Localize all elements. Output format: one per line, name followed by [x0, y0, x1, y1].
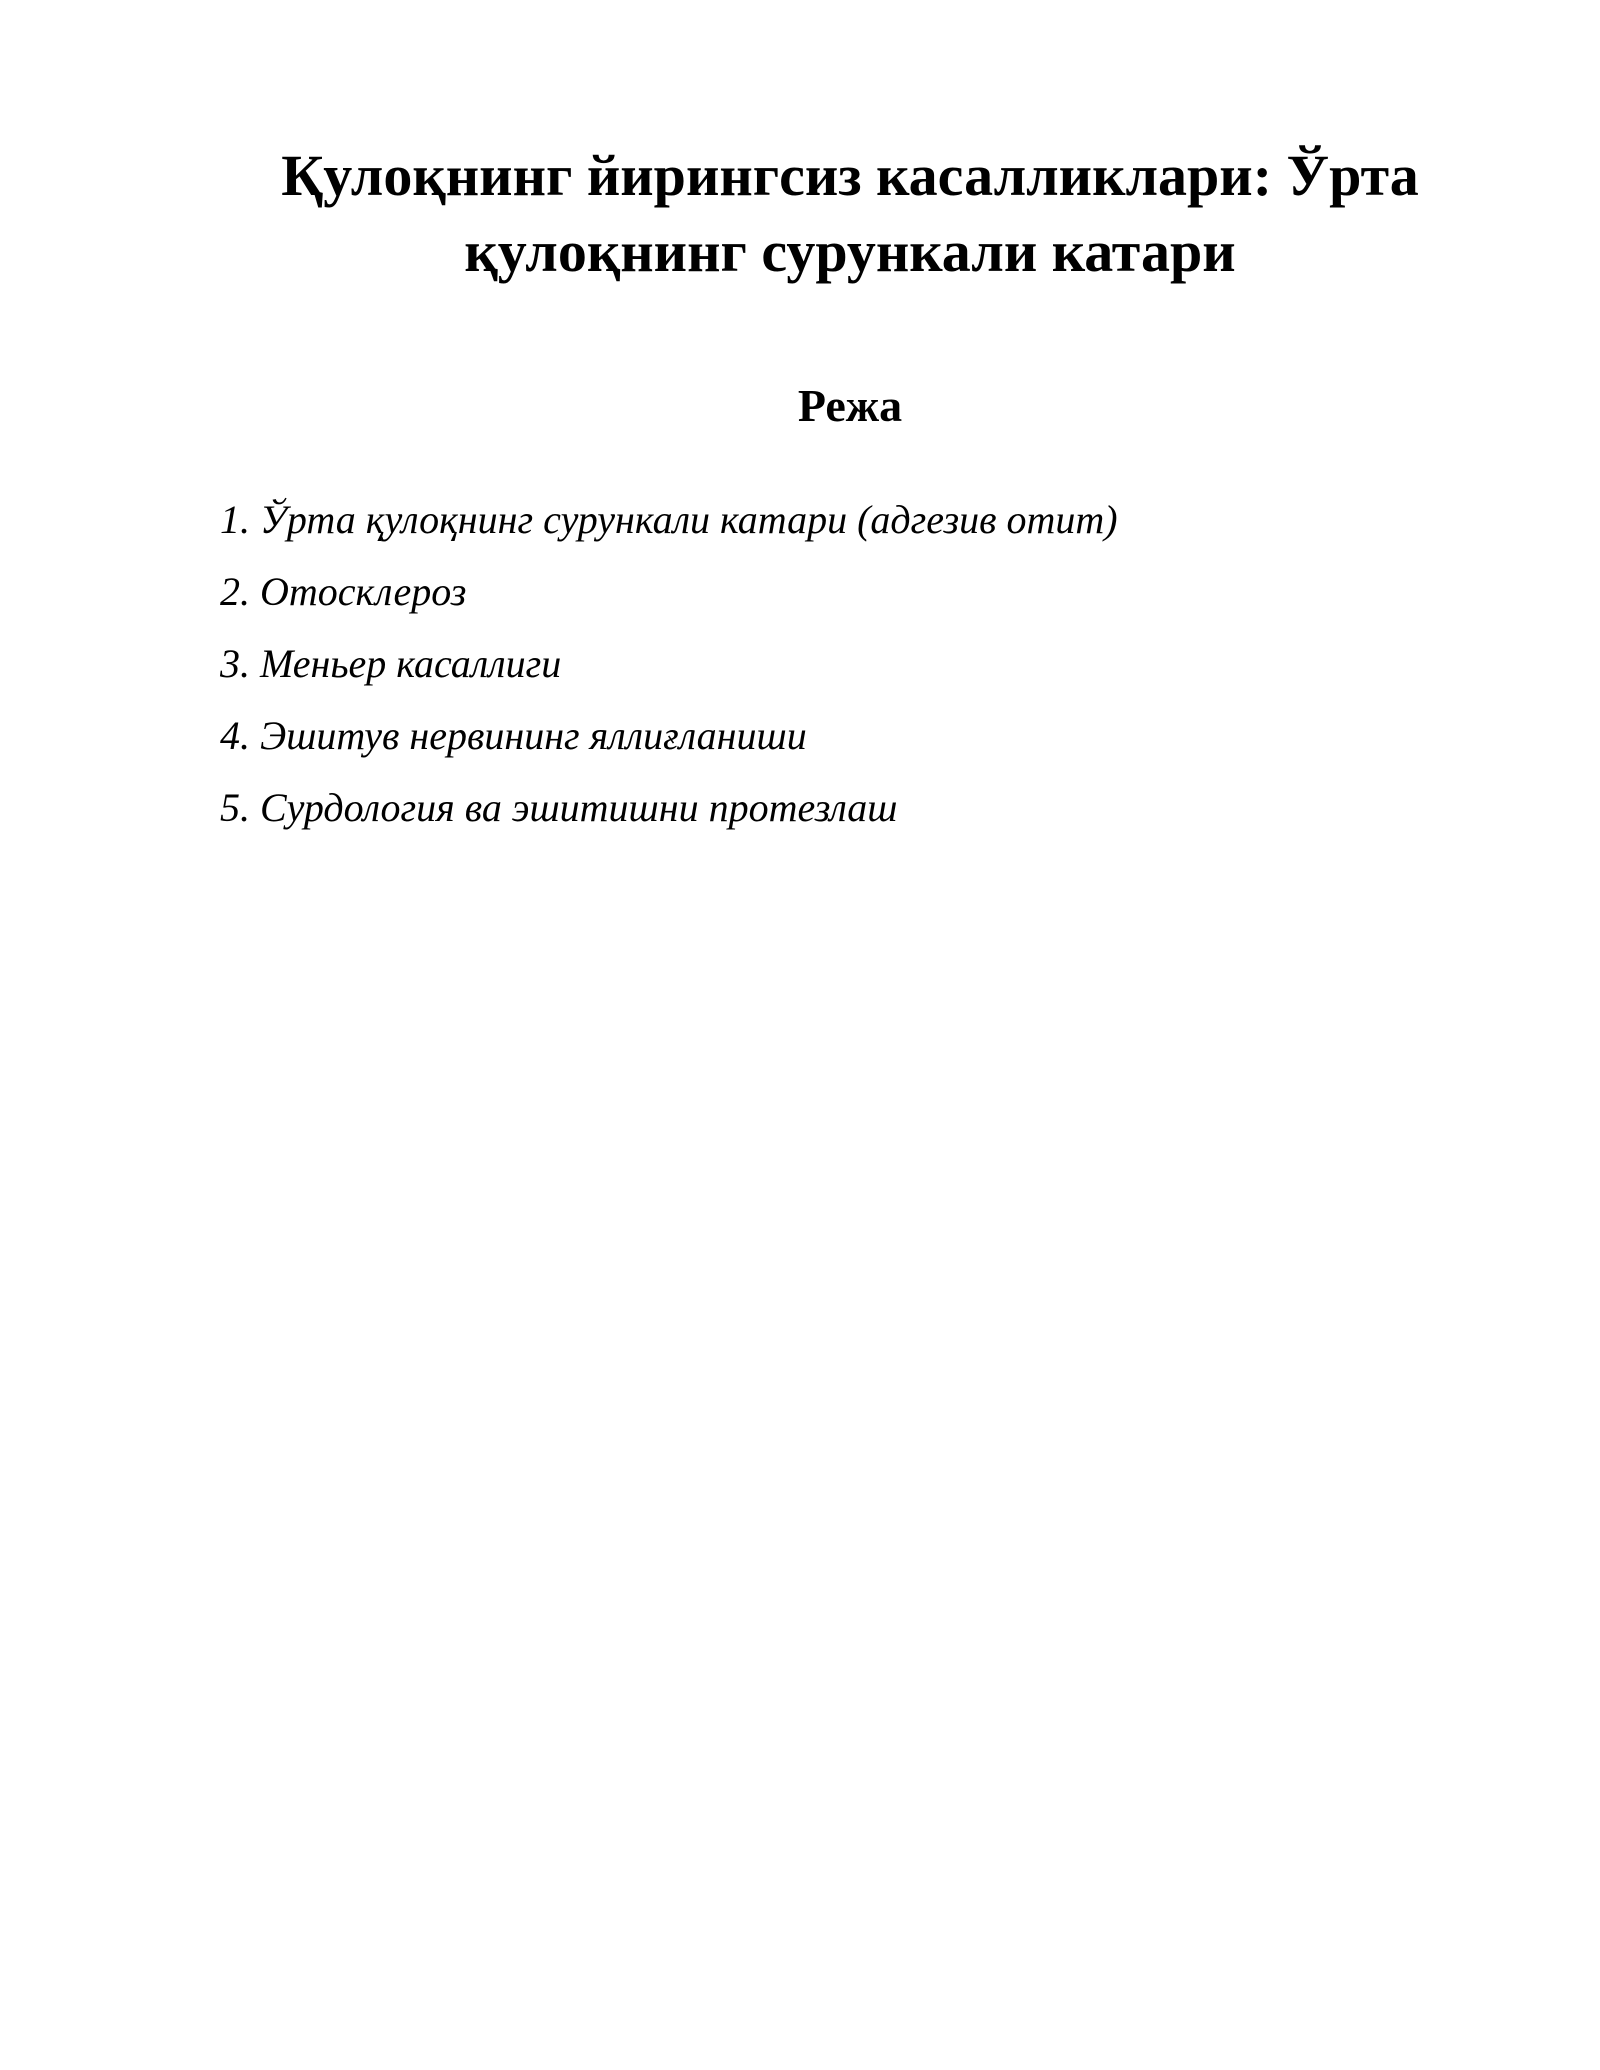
plan-list-item: 4. Эшитув нервининг яллиғланиши — [220, 713, 807, 758]
plan-list-item: 3. Меньер касаллиги — [220, 641, 562, 686]
plan-list — [220, 484, 1460, 844]
section-heading-plan: Режа — [797, 380, 903, 431]
plan-list-item: 5. Сурдология ва эшитишни протезлаш — [220, 785, 898, 830]
page-title — [220, 138, 1480, 290]
plan-list-item: 2. Отосклероз — [220, 569, 467, 614]
title-line-2: қулоқнинг сурункали катари — [464, 219, 1236, 284]
title-line-1: Қулоқнинг йирингсиз касалликлари: Ўрта — [281, 143, 1419, 208]
plan-list-item: 1. Ўрта қулоқнинг сурункали катари (адгезив отит) — [220, 497, 1118, 542]
